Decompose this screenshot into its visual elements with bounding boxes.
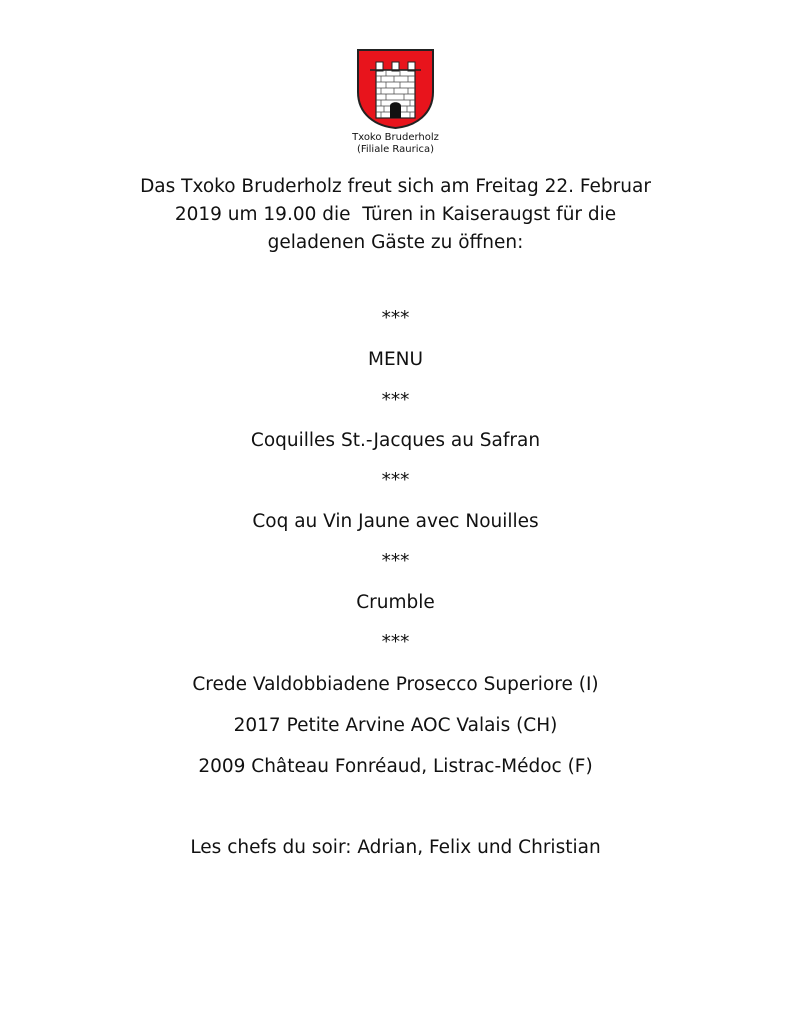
org-name: Txoko Bruderholz	[352, 132, 439, 143]
menu-separator: ***	[381, 308, 410, 329]
menu-separator: ***	[381, 632, 410, 653]
intro-line: geladenen Gäste zu öffnen:	[267, 232, 524, 253]
menu-title: MENU	[367, 349, 424, 370]
intro-paragraph	[95, 173, 696, 257]
wine-item: 2017 Petite Arvine AOC Valais (CH)	[233, 715, 558, 736]
wine-item: Crede Valdobbiadene Prosecco Superiore (I)	[192, 674, 599, 695]
menu-separator: ***	[381, 551, 410, 572]
menu-course-starter: Coquilles St.-Jacques au Safran	[250, 430, 541, 451]
chefs-line: Les chefs du soir: Adrian, Felix und Christian	[190, 837, 601, 858]
menu-separator: ***	[381, 470, 410, 491]
menu-course-main: Coq au Vin Jaune avec Nouilles	[252, 511, 539, 532]
menu-separator: ***	[381, 390, 410, 411]
menu-course-dessert: Crumble	[356, 592, 435, 613]
castle-tower-crest-icon	[356, 48, 435, 130]
intro-line: Das Txoko Bruderholz freut sich am Freitag 22. Februar	[140, 176, 651, 197]
intro-line: 2019 um 19.00 die Türen in Kaiseraugst für die	[174, 204, 617, 225]
org-subtitle: (Filiale Raurica)	[356, 144, 435, 155]
wine-item: 2009 Château Fonréaud, Listrac-Médoc (F)	[198, 756, 593, 777]
